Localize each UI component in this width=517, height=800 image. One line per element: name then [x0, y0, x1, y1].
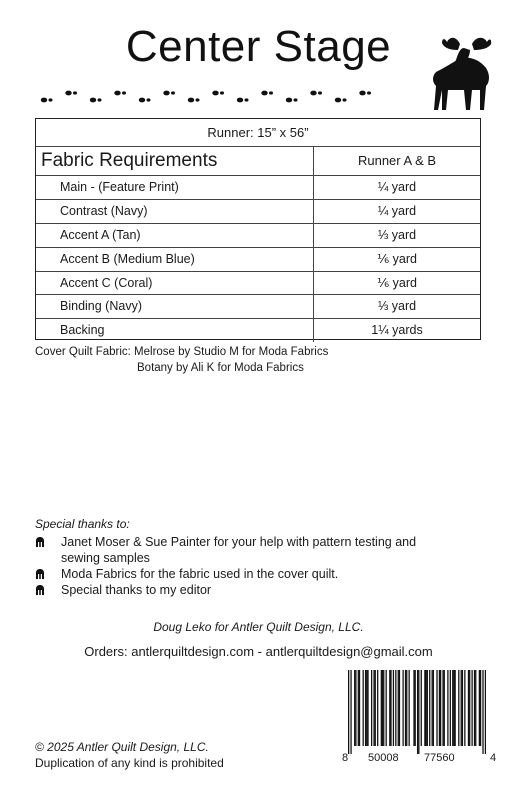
fabric-requirements-table [35, 118, 481, 340]
fabric-amount: ⅙ yard [377, 251, 417, 266]
moose-silhouette-icon [414, 34, 494, 112]
barcode-bar [399, 670, 400, 746]
barcode-bar [429, 670, 430, 746]
fabric-name: Accent C (Coral) [36, 272, 314, 295]
barcode-bar [444, 670, 445, 746]
barcode-bar [427, 670, 428, 746]
barcode-bar [377, 670, 378, 746]
barcode-bar [367, 670, 368, 746]
runner-size: Runner: 15” x 56” [36, 119, 480, 147]
barcode-bar [455, 670, 456, 746]
thanks-item-text: Janet Moser & Sue Painter for your help with pattern testing and sewing samples [61, 535, 417, 565]
barcode-bar [389, 670, 390, 746]
barcode-bar [474, 670, 475, 746]
footprint-icon [188, 98, 200, 103]
barcode-bar [415, 670, 416, 746]
barcode-bar [393, 670, 394, 746]
barcode-bar [471, 670, 472, 746]
barcode-bar [461, 670, 462, 746]
barcode-bar [358, 670, 359, 746]
barcode-bar [475, 670, 476, 746]
footprint-trail [40, 86, 380, 108]
barcode-bar [450, 670, 451, 746]
footprint-icon [310, 91, 322, 96]
fabric-amount: ⅓ yard [377, 227, 417, 242]
footprint-icon [359, 91, 371, 96]
barcode-bar [421, 670, 422, 746]
barcode-digit-first: 8 [342, 752, 349, 764]
footprint-icon [212, 91, 224, 96]
barcode-bar [413, 670, 414, 746]
barcode-bar [468, 670, 469, 746]
duplication-notice: Duplication of any kind is prohibited [35, 756, 224, 770]
barcode-bar [354, 670, 355, 746]
barcode-bar [386, 670, 387, 746]
barcode-bar [433, 670, 434, 746]
barcode-bar [447, 670, 448, 746]
barcode-bar [464, 670, 465, 746]
footprint-icon [139, 98, 151, 103]
barcode-bar [417, 670, 418, 754]
antler-bullet-icon [35, 584, 45, 596]
table-row [36, 200, 480, 224]
barcode-bar [359, 670, 360, 746]
barcode-bar [418, 670, 419, 754]
table-header [36, 147, 480, 176]
footprint-icon [114, 91, 126, 96]
barcode-bar [432, 670, 433, 746]
special-thanks-list [35, 534, 455, 598]
designer-byline: Doug Leko for Antler Quilt Design, LLC. [153, 620, 364, 634]
barcode-bar [348, 670, 349, 754]
header-fabric-requirements: Fabric Requirements [36, 147, 314, 175]
header-runner-ab: Runner A & B [357, 153, 437, 168]
barcode-bar [485, 670, 486, 754]
copyright-block [35, 739, 224, 771]
footprint-icon [41, 98, 53, 103]
special-thanks-heading: Special thanks to: [35, 517, 130, 531]
table-row [36, 295, 480, 319]
barcode-bar [458, 670, 459, 746]
barcode-bar [382, 670, 383, 746]
cover-fabric-line-2: Botany by Ali K for Moda Fabrics [137, 362, 304, 374]
thanks-item-text: Special thanks to my editor [61, 583, 212, 597]
footprint-icon [65, 91, 77, 96]
barcode-bar [365, 670, 366, 746]
barcode-bar [405, 670, 406, 746]
fabric-name: Contrast (Navy) [36, 200, 314, 223]
barcode-bar [383, 670, 384, 746]
table-row [36, 248, 480, 272]
list-item [35, 534, 455, 566]
barcode-digit-last: 4 [490, 752, 497, 764]
footprint-icon [286, 98, 298, 103]
fabric-name: Binding (Navy) [36, 295, 314, 318]
barcode-bar [424, 670, 425, 746]
barcode [342, 670, 497, 770]
barcode-bar [366, 670, 367, 746]
barcode-bar [355, 670, 356, 746]
pattern-title: Center Stage [125, 22, 392, 71]
barcode-bar [381, 670, 382, 746]
barcode-digits-right: 77560 [424, 752, 455, 764]
fabric-name: Accent A (Tan) [36, 224, 314, 247]
fabric-amount: ¼ yard [377, 180, 417, 194]
antler-bullet-icon [35, 568, 45, 580]
barcode-bar [402, 670, 403, 746]
fabric-name: Backing [36, 319, 314, 342]
barcode-bar [479, 670, 480, 746]
fabric-name: Accent B (Medium Blue) [36, 248, 314, 271]
list-item [35, 566, 455, 582]
barcode-bar [395, 670, 396, 746]
barcode-bar [371, 670, 372, 746]
barcode-bar [442, 670, 443, 746]
barcode-bar [439, 670, 440, 746]
barcode-bar [469, 670, 470, 746]
barcode-bar [375, 670, 376, 746]
table-row [36, 319, 480, 342]
footprint-icon [163, 91, 175, 96]
barcode-digits-left: 50008 [368, 752, 399, 764]
orders-contact: Orders: antlerquiltdesign.com - antlerquiltdesign@gmail.com [84, 644, 433, 659]
copyright-line: © 2025 Antler Quilt Design, LLC. [35, 740, 209, 754]
cover-fabric-line-1: Cover Quilt Fabric: Melrose by Studio M for Moda Fabrics [35, 346, 329, 358]
antler-bullet-icon [35, 536, 45, 548]
barcode-bar [452, 670, 453, 746]
barcode-bar [398, 670, 399, 746]
barcode-bar [390, 670, 391, 746]
fabric-amount: 1¼ yards [371, 323, 423, 338]
fabric-amount: ¼ yard [377, 203, 417, 218]
table-row [36, 272, 480, 296]
barcode-bar [440, 670, 441, 746]
footprint-icon [335, 98, 347, 103]
thanks-item-text: Moda Fabrics for the fabric used in the cover quilt. [61, 567, 339, 581]
barcode-bar [480, 670, 481, 746]
footprint-icon [90, 98, 102, 103]
barcode-bar [462, 670, 463, 746]
fabric-amount: ⅓ yard [377, 299, 417, 314]
barcode-bars [348, 670, 486, 754]
barcode-bar [436, 670, 437, 746]
barcode-bar [409, 670, 410, 746]
list-item [35, 582, 455, 598]
fabric-name: Main - (Feature Print) [36, 176, 314, 199]
cover-fabric-note [35, 344, 328, 376]
barcode-bar [373, 670, 374, 746]
barcode-bar [406, 670, 407, 746]
barcode-bar [482, 670, 483, 754]
footprint-icon [237, 98, 249, 103]
barcode-bar [453, 670, 454, 746]
fabric-amount: ⅙ yard [377, 275, 417, 290]
barcode-bar [425, 670, 426, 746]
barcode-bar [350, 670, 351, 754]
table-row [36, 176, 480, 200]
footprint-icon [261, 91, 273, 96]
table-row [36, 224, 480, 248]
barcode-bar [363, 670, 364, 746]
